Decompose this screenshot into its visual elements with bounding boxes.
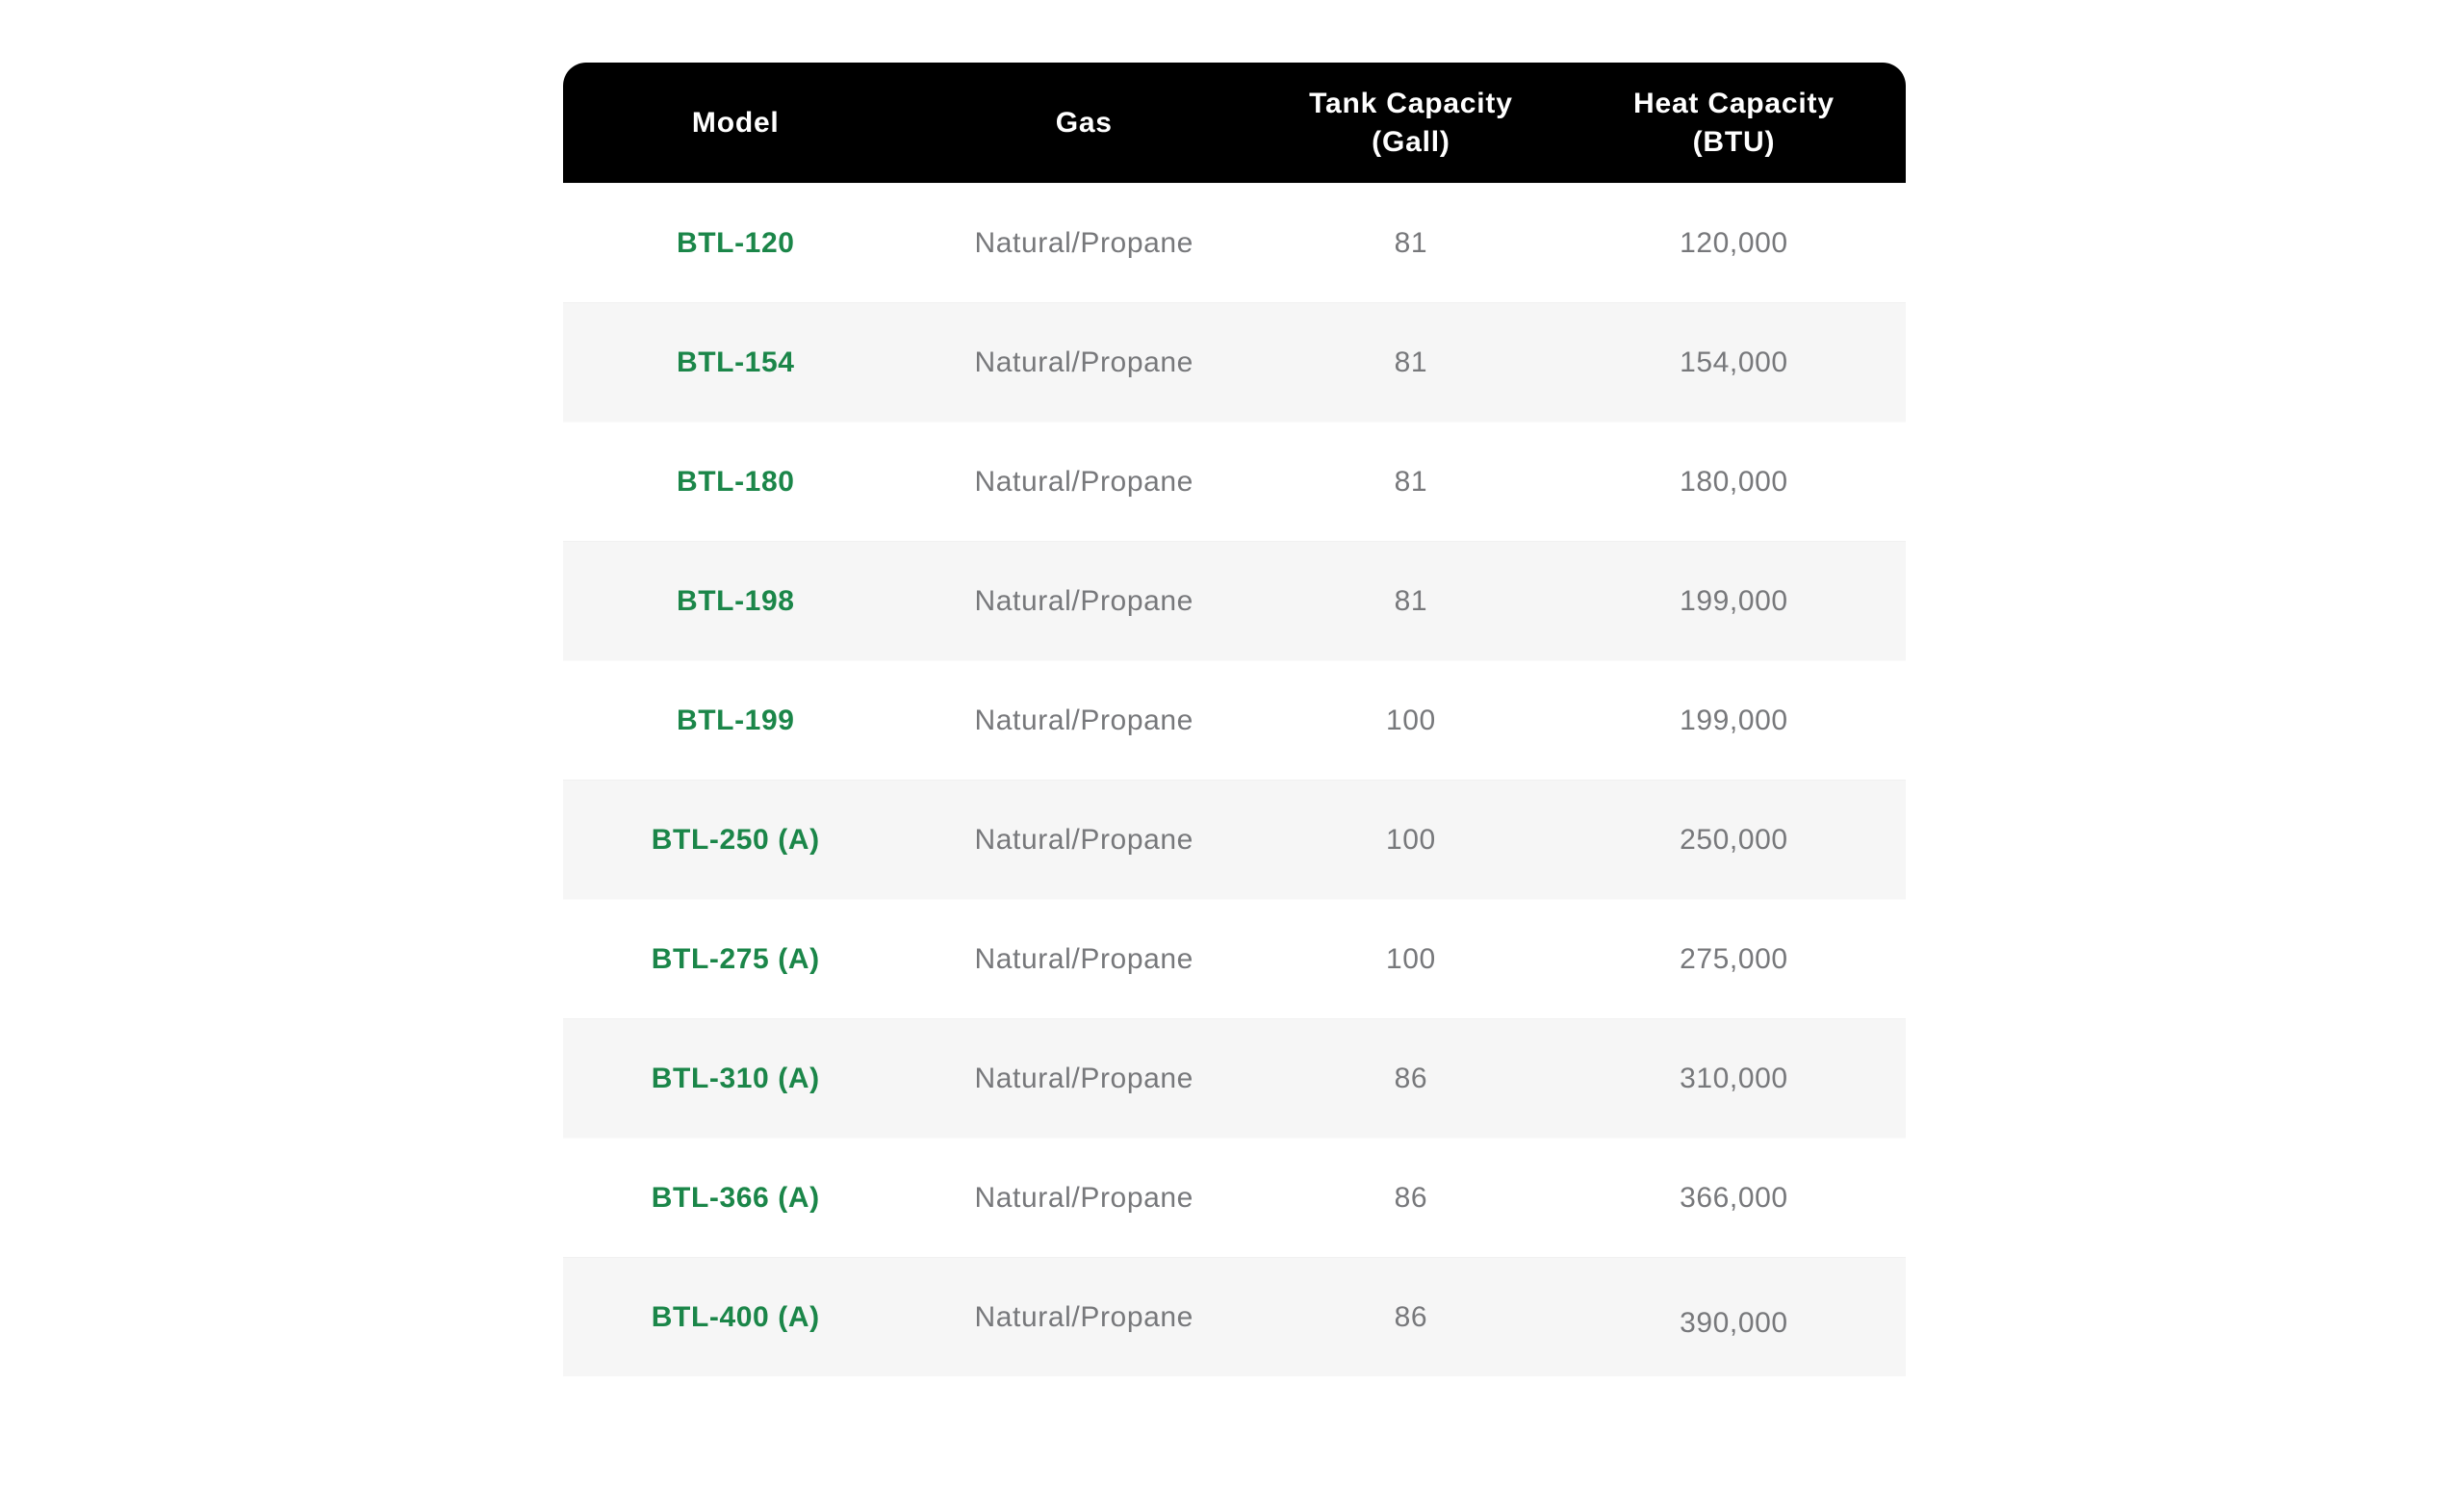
heat-capacity-cell: 310,000	[1680, 1062, 1788, 1094]
tank-capacity-cell: 81	[1394, 584, 1428, 617]
table-cell-wrap	[563, 1300, 909, 1333]
table-cell-wrap	[1562, 348, 1906, 377]
column-header-label: Model	[691, 106, 780, 139]
tank-capacity-cell: 86	[1394, 1300, 1428, 1333]
table-cell-wrap	[909, 465, 1260, 498]
table-cell-wrap	[909, 1064, 1260, 1093]
table-cell-wrap	[909, 1181, 1260, 1214]
table-cell-wrap	[909, 1300, 1260, 1333]
model-link[interactable]: BTL-154	[676, 346, 795, 378]
heat-capacity-cell: 366,000	[1680, 1181, 1788, 1214]
gas-cell: Natural/Propane	[974, 226, 1194, 259]
table-cell-wrap	[563, 1064, 909, 1093]
column-header-heat-capacity	[1562, 63, 1906, 183]
table-row	[563, 183, 1906, 302]
gas-cell: Natural/Propane	[974, 704, 1194, 736]
table-cell-wrap	[1260, 584, 1562, 617]
table-cell-wrap	[1260, 1300, 1562, 1333]
table-cell-wrap	[563, 348, 909, 377]
table-cell-wrap	[1562, 823, 1906, 856]
table-row	[563, 780, 1906, 899]
tank-capacity-cell: 81	[1394, 465, 1428, 498]
heat-capacity-cell: 275,000	[1680, 942, 1788, 975]
heat-capacity-cell: 199,000	[1680, 704, 1788, 736]
model-link[interactable]: BTL-366 (A)	[651, 1181, 820, 1214]
tank-capacity-cell: 81	[1394, 346, 1428, 378]
table-cell-wrap	[1260, 1064, 1562, 1093]
table-cell-wrap	[1562, 942, 1906, 975]
column-header-label: Gas	[1055, 106, 1113, 139]
table-cell-wrap	[1260, 226, 1562, 259]
model-link[interactable]: BTL-275 (A)	[651, 942, 820, 975]
table-cell-wrap	[1260, 942, 1562, 975]
gas-cell: Natural/Propane	[974, 584, 1194, 617]
table-row	[563, 1138, 1906, 1257]
heat-capacity-cell: 154,000	[1680, 346, 1788, 378]
table-cell-wrap	[563, 942, 909, 975]
table-cell-wrap	[563, 1181, 909, 1214]
table-row	[563, 422, 1906, 541]
table-cell-wrap	[909, 226, 1260, 259]
heat-capacity-cell: 180,000	[1680, 465, 1788, 498]
table-cell-wrap	[1562, 226, 1906, 259]
tank-capacity-cell: 100	[1385, 823, 1436, 856]
table-cell-wrap	[1260, 706, 1562, 735]
table-cell-wrap	[1260, 348, 1562, 377]
model-link[interactable]: BTL-250 (A)	[651, 823, 820, 856]
table-row	[563, 660, 1906, 780]
heat-capacity-cell: 199,000	[1680, 584, 1788, 617]
table-cell-wrap	[1562, 706, 1906, 735]
column-header-gas	[909, 63, 1260, 183]
table-cell-wrap	[1562, 1181, 1906, 1214]
table-cell-wrap	[563, 584, 909, 617]
table-cell-wrap	[909, 942, 1260, 975]
table-row	[563, 541, 1906, 660]
table-cell-wrap	[1562, 584, 1906, 617]
table-cell-wrap	[1562, 465, 1906, 498]
table-cell-wrap	[1260, 1181, 1562, 1214]
table-cell-wrap	[563, 706, 909, 735]
tank-capacity-cell: 100	[1385, 704, 1436, 736]
table-cell-wrap	[1562, 1064, 1906, 1093]
heat-capacity-cell: 120,000	[1680, 226, 1788, 259]
table-cell-wrap	[1562, 1303, 1906, 1339]
model-link[interactable]: BTL-199	[676, 704, 795, 736]
gas-cell: Natural/Propane	[974, 1181, 1194, 1214]
gas-cell: Natural/Propane	[974, 823, 1194, 856]
table-row	[563, 302, 1906, 422]
model-link[interactable]: BTL-180	[676, 465, 795, 498]
column-header-label-line1: Heat Capacity	[1633, 87, 1835, 119]
table-header-row	[563, 63, 1906, 183]
model-link[interactable]: BTL-120	[676, 226, 795, 259]
table-cell-wrap	[563, 465, 909, 498]
gas-cell: Natural/Propane	[974, 1300, 1194, 1333]
table-row	[563, 1018, 1906, 1138]
table-row	[563, 1257, 1906, 1376]
heat-capacity-cell: 250,000	[1680, 823, 1788, 856]
column-header-label-line1: Tank Capacity	[1309, 87, 1513, 119]
table-cell-wrap	[563, 226, 909, 259]
tank-capacity-cell: 81	[1394, 226, 1428, 259]
model-link[interactable]: BTL-198	[676, 584, 795, 617]
gas-cell: Natural/Propane	[974, 942, 1194, 975]
column-header-label-line2: (BTU)	[1692, 125, 1776, 158]
model-link[interactable]: BTL-400 (A)	[651, 1300, 820, 1333]
tank-capacity-cell: 100	[1385, 942, 1436, 975]
table-cell-wrap	[563, 823, 909, 856]
gas-cell: Natural/Propane	[974, 346, 1194, 378]
table-cell-wrap	[909, 706, 1260, 735]
gas-cell: Natural/Propane	[974, 465, 1194, 498]
table-cell-wrap	[1260, 465, 1562, 498]
model-link[interactable]: BTL-310 (A)	[651, 1062, 820, 1094]
column-header-model	[563, 63, 909, 183]
column-header-tank-capacity	[1260, 63, 1562, 183]
tank-capacity-cell: 86	[1394, 1181, 1428, 1214]
gas-cell: Natural/Propane	[974, 1062, 1194, 1094]
table-cell-wrap	[909, 348, 1260, 377]
column-header-label-line2: (Gall)	[1372, 125, 1450, 158]
water-heater-spec-table	[563, 63, 1906, 1376]
table-body	[563, 183, 1906, 1376]
table-row	[563, 899, 1906, 1018]
heat-capacity-cell: 390,000	[1680, 1306, 1788, 1339]
tank-capacity-cell: 86	[1394, 1062, 1428, 1094]
table-cell-wrap	[909, 584, 1260, 617]
table-cell-wrap	[909, 823, 1260, 856]
table-cell-wrap	[1260, 823, 1562, 856]
